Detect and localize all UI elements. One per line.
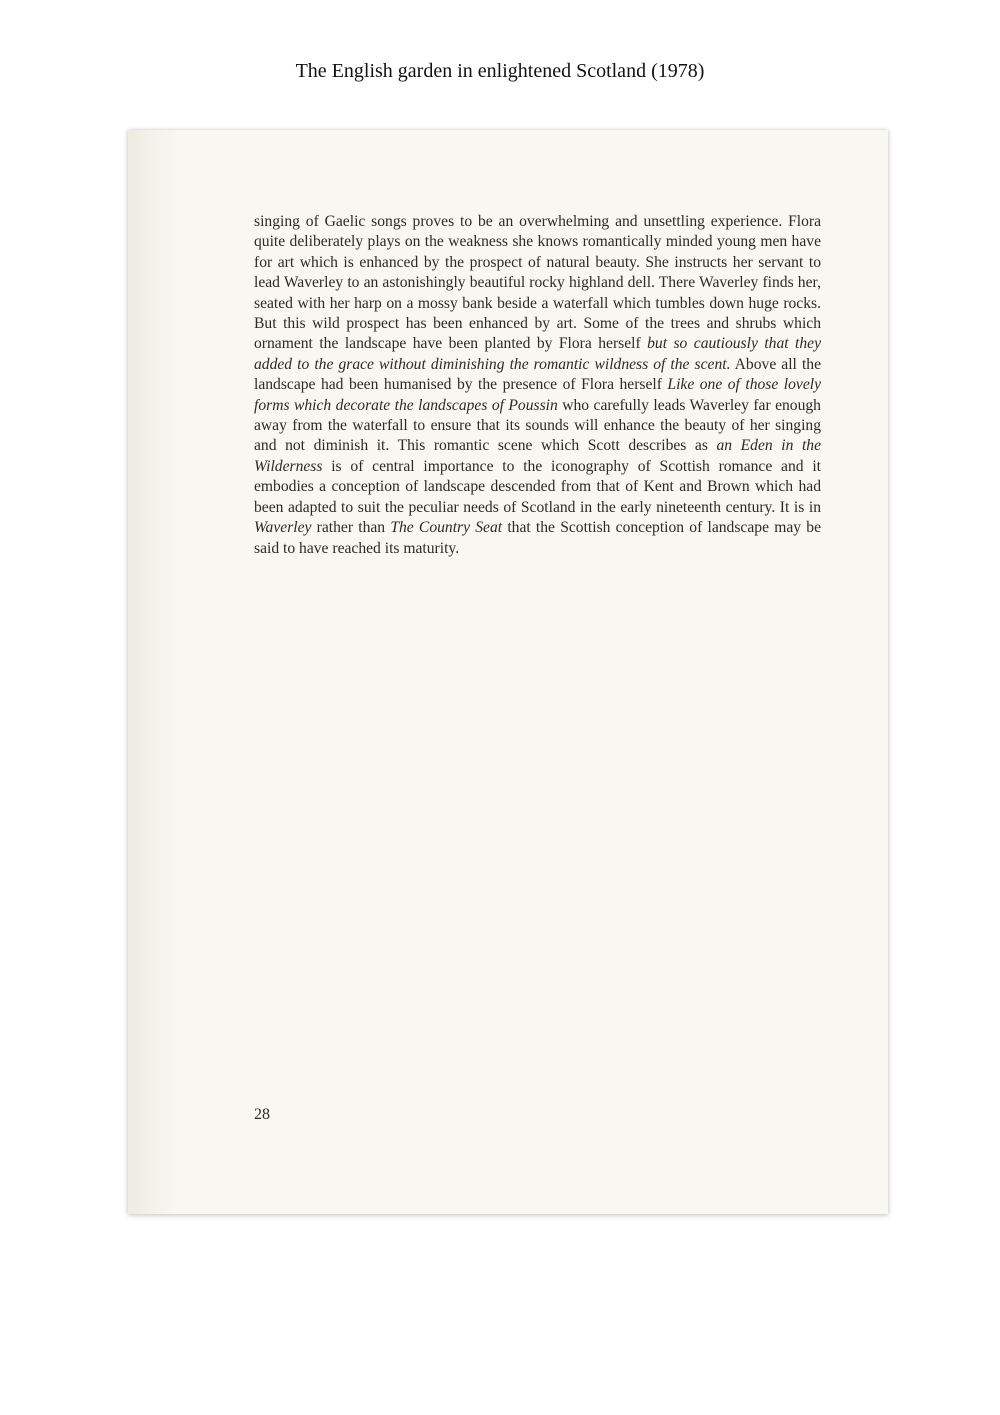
page-number: 28 xyxy=(254,1106,270,1123)
text-run: singing of Gaelic songs proves to be an overwhelming and unsettling experience. Flora quite deliberately plays on the weakness she knows romantically minded young men have for art which is enhanced by the prospect of natural beauty. She instructs her servant to lead Waverley to an astonishingly beautiful rocky highland dell. There Waverley finds her, seated with her harp on a mossy bank beside a waterfall which tumbles down huge rocks. But this wild prospect has been enhanced by art. Some of the trees and shrubs which ornament the landscape have been planted by Flora herself xyxy=(254,213,821,353)
text-run: who carefully leads Waverley far enough away from the waterfall to ensure that its sounds will enhance the beauty of her singing and not diminish it. This romantic scene which Scott describes as xyxy=(254,396,821,455)
body-paragraph xyxy=(254,212,821,559)
book-title-italic: The Country Seat xyxy=(390,519,503,537)
scanned-book-page xyxy=(128,130,888,1214)
text-run: is of central importance to the iconography of Scottish romance and it embodies a conception of landscape descended from that of Kent and Brown which had been adapted to suit the peculiar needs of Scotland in the early nineteenth century. It is in xyxy=(254,457,821,516)
quotation-italic: but so cautiously that they added to the grace without diminishing the romantic wildness of the scent. xyxy=(254,335,821,373)
running-header-title: The English garden in enlightened Scotland (1978) xyxy=(295,60,705,82)
quotation-italic: Like one of those lovely forms which decorate the landscapes of Poussin xyxy=(254,376,821,414)
body-text xyxy=(254,212,821,559)
text-run: Above all the landscape had been humanised by the presence of Flora herself xyxy=(254,355,821,394)
book-title-italic: Waverley xyxy=(254,519,312,537)
quotation-italic: an Eden in the Wilderness xyxy=(254,437,821,475)
text-run: that the Scottish conception of landscape may be said to have reached its maturity. xyxy=(254,519,821,557)
text-run: rather than xyxy=(311,519,391,537)
